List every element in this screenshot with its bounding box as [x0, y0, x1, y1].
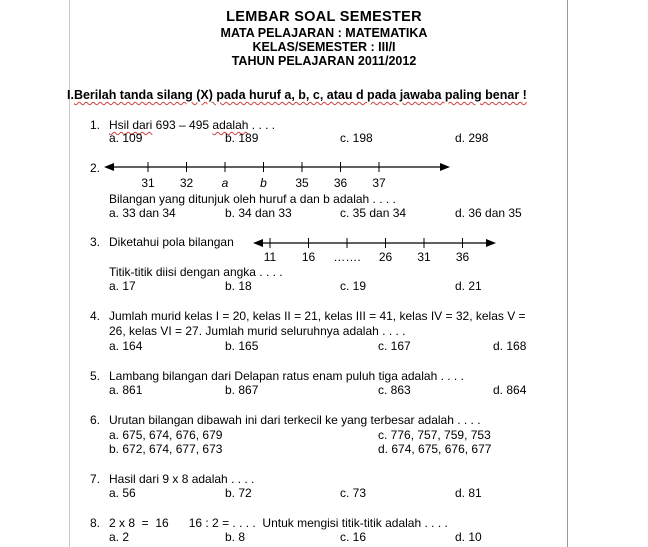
question-6: [90, 413, 481, 427]
question-number: 4.: [90, 309, 101, 323]
question-7: [90, 472, 255, 486]
option-d: d. 864: [493, 383, 527, 397]
option-b: b. 34 dan 33: [225, 206, 292, 220]
option-d: d. 674, 675, 676, 677: [378, 442, 492, 456]
question-8: [90, 516, 448, 530]
question-text: Hasil dari 9 x 8 adalah . . . .: [109, 472, 255, 486]
option-a: a. 33 dan 34: [109, 206, 176, 220]
number-line-label: …….: [333, 250, 361, 264]
question-4: [90, 309, 526, 323]
arrow-left-icon: [253, 239, 263, 247]
option-a: a. 56: [109, 486, 136, 500]
option-b: b. 672, 674, 677, 673: [109, 442, 223, 456]
option-a: a. 109: [109, 131, 143, 145]
option-d: d. 21: [455, 279, 482, 293]
question-4-text-line2: 26, kelas VI = 27. Jumlah murid seluruhnya adalah . . . .: [109, 324, 406, 338]
doc-class: KELAS/SEMESTER : III/I: [252, 40, 396, 54]
question-number: 3.: [90, 235, 101, 249]
option-b: b. 867: [225, 383, 259, 397]
option-b: b. 189: [225, 131, 259, 145]
option-a: a. 675, 674, 676, 679: [109, 428, 223, 442]
question-text: Hsil dari 693 – 495 adalah . . . .: [109, 118, 276, 132]
option-d: d. 10: [455, 530, 482, 544]
option-c: c. 16: [340, 530, 367, 544]
option-a: a. 164: [109, 339, 143, 353]
number-line-label: 31: [417, 250, 431, 264]
question-1: [90, 118, 276, 132]
option-c: c. 19: [340, 279, 367, 293]
number-line-label: 36: [455, 250, 470, 264]
option-c: c. 35 dan 34: [340, 206, 407, 220]
option-b: b. 18: [225, 279, 252, 293]
option-d: d. 168: [493, 339, 527, 353]
question-number: 5.: [90, 369, 101, 383]
option-a: a. 861: [109, 383, 143, 397]
number-line-label: a: [221, 176, 229, 190]
doc-subject: MATA PELAJARAN : MATEMATIKA: [220, 26, 428, 40]
number-line-label: b: [260, 176, 267, 190]
doc-year: TAHUN PELAJARAN 2011/2012: [231, 54, 417, 68]
option-c: c. 73: [340, 486, 367, 500]
number-line-label: 37: [372, 176, 386, 190]
arrow-left-icon: [104, 163, 114, 171]
question-number: 1.: [90, 118, 101, 132]
option-b: b. 8: [225, 530, 246, 544]
number-line-label: 36: [333, 176, 348, 190]
number-line-label: 16: [301, 250, 316, 264]
question-number: 6.: [90, 413, 101, 427]
number-line-label: 11: [263, 250, 277, 264]
option-c: c. 863: [378, 383, 411, 397]
arrow-right-icon: [486, 239, 496, 247]
number-line-label: 35: [295, 176, 309, 190]
instruction-text: Berilah tanda silang (X) pada huruf a, b, c, atau d pada jawaba paling benar !: [73, 88, 527, 102]
question-2-text: Bilangan yang ditunjuk oleh huruf a dan b adalah . . . .: [109, 192, 396, 206]
option-d: d. 36 dan 35: [455, 206, 522, 220]
option-c: c. 198: [340, 131, 373, 145]
instruction: [67, 88, 527, 102]
doc-title: LEMBAR SOAL SEMESTER: [226, 9, 422, 25]
question-text: Lambang bilangan dari Delapan ratus enam puluh tiga adalah . . . .: [109, 369, 464, 383]
number-line-label: 32: [179, 176, 194, 190]
question-text: Diketahui pola bilangan: [109, 235, 234, 249]
question-text-line1: Jumlah murid kelas I = 20, kelas II = 21, kelas III = 41, kelas IV = 32, kelas V =: [109, 309, 526, 323]
question-text: 2 x 8 = 16 16 : 2 = . . . . Untuk mengisi titik-titik adalah . . . .: [109, 516, 448, 530]
number-line-q3: [250, 234, 502, 266]
option-d: d. 298: [455, 131, 489, 145]
number-line-label: 26: [378, 250, 393, 264]
option-a: a. 17: [109, 279, 136, 293]
option-d: d. 81: [455, 486, 482, 500]
option-c: c. 776, 757, 759, 753: [378, 428, 491, 442]
arrow-right-icon: [440, 163, 450, 171]
question-5: [90, 369, 464, 383]
option-c: c. 167: [378, 339, 411, 353]
question-3: [90, 235, 234, 249]
margin-guide: [69, 0, 70, 547]
number-line-q2: [100, 158, 460, 190]
question-text: Urutan bilangan dibawah ini dari terkecil ke yang terbesar adalah . . . .: [109, 413, 481, 427]
question-number: 7.: [90, 472, 101, 486]
option-b: b. 72: [225, 486, 252, 500]
instruction-prefix: I.: [67, 88, 74, 102]
option-b: b. 165: [225, 339, 259, 353]
question-number: 8.: [90, 516, 101, 530]
question-2-number: 2.: [90, 161, 101, 175]
number-line-label: 31: [141, 176, 155, 190]
option-a: a. 2: [109, 530, 130, 544]
document-header: [0, 9, 648, 68]
question-3-text: Titik-titik diisi dengan angka . . . .: [109, 265, 283, 279]
